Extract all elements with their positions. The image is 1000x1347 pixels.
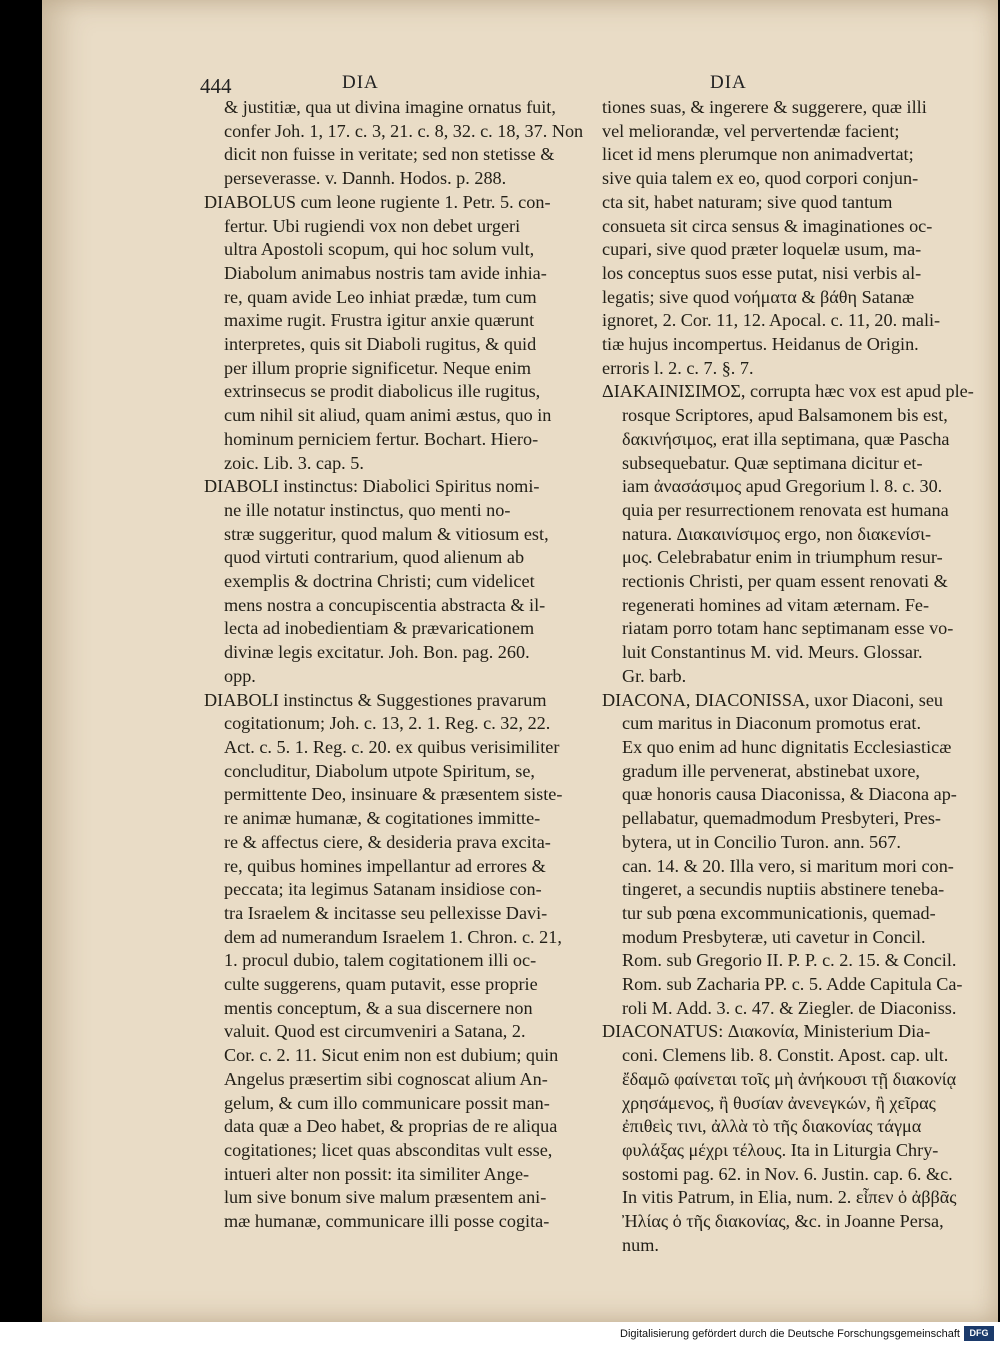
text-line: re animæ humanæ, & cogitationes immitte- xyxy=(224,808,541,829)
text-line: los conceptus suos esse putat, nisi verbis al- xyxy=(602,262,922,283)
book-page xyxy=(42,0,998,1322)
text-line: dicit non fuisse in veritate; sed non stetisse & xyxy=(224,144,555,165)
text-line: modum Presbyteræ, uti cavetur in Concil. xyxy=(622,926,926,947)
text-line: sive quia talem ex eo, quod corpori conjun- xyxy=(602,168,919,189)
text-line: cupari, sive quod præter loquelæ usum, ma- xyxy=(602,239,922,260)
text-line: culte suggerens, quam putavit, esse proprie xyxy=(224,974,538,995)
text-line: num. xyxy=(622,1234,659,1255)
right-column xyxy=(602,96,987,1257)
running-head-right: DIA xyxy=(710,72,747,93)
text-line: opp. xyxy=(224,665,256,686)
text-line: χρησάμενος, ἢ θυσίαν ἀνενεγκών, ἢ χεῖρας xyxy=(622,1092,936,1113)
text-line: re, quam avide Leo inhiat prædæ, tum cum xyxy=(224,286,537,307)
text-line: re, quibus homines impellantur ad errores & xyxy=(224,855,546,876)
text-line: interpretes, quis sit Diaboli rugitus, & quid xyxy=(224,334,537,355)
text-line: coni. Clemens lib. 8. Constit. Apost. cap. ult. xyxy=(622,1045,949,1066)
text-line: δακινήσιμος, erat illa septimana, quæ Pascha xyxy=(622,428,950,449)
dfg-logo: DFG xyxy=(964,1326,994,1341)
text-line: & justitiæ, qua ut divina imagine ornatus fuit, xyxy=(224,97,556,117)
digitization-credit: Digitalisierung gefördert durch die Deutsche Forschungsgemeinschaft xyxy=(620,1328,960,1340)
text-line: quod virtuti contrarium, quod alienum ab xyxy=(224,547,525,568)
text-line: cogitationum; Joh. c. 13, 2. 1. Reg. c. 32, 22. xyxy=(224,713,551,734)
text-line: tiæ hujus incompertus. Heidanus de Origin. xyxy=(602,334,919,355)
text-line: data quæ a Deo habet, & proprias de re aliqua xyxy=(224,1116,558,1137)
text-line: maxime rugit. Frustra igitur anxie quærunt xyxy=(224,310,535,331)
text-line: tra Israelem & incitasse seu pellexisse Davi- xyxy=(224,902,548,923)
text-line: divinæ legis excitatur. Joh. Bon. pag. 260. xyxy=(224,642,530,663)
text-line: luit Constantinus M. vid. Meurs. Glossar. xyxy=(622,642,923,663)
text-line: subsequebatur. Quæ septimana dicitur et- xyxy=(622,452,923,473)
text-line: bytera, ut in Concilio Turon. ann. 567. xyxy=(622,831,901,852)
footer-bar xyxy=(0,1322,1000,1347)
text-line: Cor. c. 2. 11. Sicut enim non est dubium; quin xyxy=(224,1045,559,1066)
text-line: tiones suas, & ingerere & suggerere, quæ illi xyxy=(602,97,927,117)
text-line: hominum perniciem fertur. Bochart. Hiero- xyxy=(224,428,539,449)
text-line: lecta ad inobedientiam & prævaricationem xyxy=(224,618,535,639)
text-line: DIACONA, DIACONISSA, uxor Diaconi, seu xyxy=(602,689,943,710)
text-line: perseverasse. v. Dannh. Hodos. p. 288. xyxy=(224,168,507,189)
text-line: ΔΙΑΚΑΙΝΙΣΙΜΟΣ, corrupta hæc vox est apud ple- xyxy=(602,381,974,402)
text-line: quæ honoris causa Diaconissa, & Diacona ap- xyxy=(622,784,957,805)
text-line: intueri alter non possit: ita similiter Ange- xyxy=(224,1163,530,1184)
text-line: legatis; sive quod νοήματα & βάθη Satanæ xyxy=(602,286,915,307)
text-line: mentis conceptum, & a sua discernere non xyxy=(224,997,533,1018)
text-line: pellabatur, quemadmodum Presbyteri, Pres- xyxy=(622,808,941,829)
text-line: exemplis & doctrina Christi; cum videlicet xyxy=(224,571,535,592)
text-line: gelum, & cum illo communicare possit man- xyxy=(224,1092,550,1113)
text-line: In vitis Patrum, in Elia, num. 2. εἶπεν ὁ ἀββᾶς xyxy=(622,1187,957,1208)
text-line: regenerati homines ad vitam æternam. Fe- xyxy=(622,594,930,615)
text-line: DIABOLI instinctus: Diabolici Spiritus nomi- xyxy=(204,476,540,497)
text-line: can. 14. & 20. Illa vero, si maritum mori con- xyxy=(622,855,954,876)
text-line: μος. Celebrabatur enim in triumphum resur- xyxy=(622,547,943,568)
text-line: per illum proprie significetur. Neque enim xyxy=(224,357,532,378)
text-line: Ἠλίας ὁ τῆς διακονίας, &c. in Joanne Persa, xyxy=(622,1211,944,1232)
text-line: ne ille notatur instinctus, quo menti no- xyxy=(224,499,511,520)
text-line: fertur. Ubi rugiendi vox non debet urgeri xyxy=(224,215,521,236)
text-line: cum nihil sit aliud, quam animi æstus, quo in xyxy=(224,405,552,426)
text-line: mæ humanæ, communicare illi posse cogita- xyxy=(224,1211,550,1232)
text-line: tur sub pœna excommunicationis, quemad- xyxy=(622,902,936,923)
text-line: Ex quo enim ad hunc dignitatis Ecclesiasticæ xyxy=(622,736,952,757)
text-line: concluditur, Diabolum utpote Spiritum, se, xyxy=(224,760,535,781)
text-line: φυλάξας μέχρι τέλους. Ita in Liturgia Chry- xyxy=(622,1139,939,1160)
text-line: vel meliorandæ, vel pervertendæ facient; xyxy=(602,120,900,141)
text-line: Gr. barb. xyxy=(622,665,687,686)
text-line: ultra Apostoli scopum, qui hoc solum vult, xyxy=(224,239,535,260)
text-line: permittente Deo, insinuare & præsentem siste- xyxy=(224,784,563,805)
text-line: Rom. sub Zacharia PP. c. 5. Adde Capitula Ca- xyxy=(622,974,963,995)
text-line: riatam porro totam hanc septimanam esse vo- xyxy=(622,618,954,639)
text-line: 1. procul dubio, talem cogitationem illi oc- xyxy=(224,950,537,971)
text-line: gradum ille pervenerat, abstinebat uxore, xyxy=(622,760,920,781)
text-line: iam ἀνασάσιμος apud Gregorium l. 8. c. 30. xyxy=(622,476,943,497)
text-line: zoic. Lib. 3. cap. 5. xyxy=(224,452,364,473)
text-line: valuit. Quod est circumveniri a Satana, 2. xyxy=(224,1021,526,1042)
text-line: stræ suggeritur, quod malum & vitiosum est, xyxy=(224,523,549,544)
text-line: lum sive bonum sive malum præsentem ani- xyxy=(224,1187,547,1208)
text-line: ἔδαμῶ φαίνεται τοῖς μὴ ἀνήκουσι τῇ διακονίᾳ xyxy=(622,1068,957,1089)
text-line: Angelus præsertim sibi cognoscat alium An- xyxy=(224,1068,548,1089)
text-line: confer Joh. 1, 17. c. 3, 21. c. 8, 32. c. 18, 37. Non xyxy=(224,120,584,141)
text-line: rectionis Christi, per quam essent renovati & xyxy=(622,571,948,592)
text-line: dem ad numerandum Israelem 1. Chron. c. 21, xyxy=(224,926,562,947)
text-line: Rom. sub Gregorio II. P. P. c. 2. 15. & Concil. xyxy=(622,950,957,971)
text-line: roli M. Add. 3. c. 47. & Ziegler. de Diaconiss. xyxy=(622,997,957,1018)
text-line: licet id mens plerumque non animadvertat; xyxy=(602,144,914,165)
text-line: Diabolum animabus nostris tam avide inhia- xyxy=(224,262,547,283)
text-line: cogitationes; licet quas absconditas vult esse, xyxy=(224,1139,553,1160)
text-line: quia per resurrectionem renovata est humana xyxy=(622,499,949,520)
text-line: ignoret, 2. Cor. 11, 12. Apocal. c. 11, 20. mali- xyxy=(602,310,941,331)
left-column xyxy=(204,96,584,1234)
text-line: cta sit, habet naturam; sive quod tantum xyxy=(602,191,893,212)
text-line: ἐπιθεὶς τινι, ἀλλὰ τὸ τῆς διακονίας τάγμα xyxy=(622,1116,922,1137)
text-line: Act. c. 5. 1. Reg. c. 20. ex quibus verisimiliter xyxy=(224,736,560,757)
text-line: DIABOLUS cum leone rugiente 1. Petr. 5. con- xyxy=(204,191,551,212)
text-line: rosque Scriptores, apud Balsamonem bis est, xyxy=(622,405,948,426)
running-head-left: DIA xyxy=(342,72,379,93)
text-line: DIABOLI instinctus & Suggestiones pravarum xyxy=(204,689,547,710)
text-line: erroris l. 2. c. 7. §. 7. xyxy=(602,357,754,378)
text-line: peccata; ita legimus Satanam insidiose con- xyxy=(224,879,542,900)
text-line: extrinsecus se prodit diabolicus ille rugitus, xyxy=(224,381,541,402)
text-line: consueta sit circa sensus & imaginationes oc- xyxy=(602,215,933,236)
page-number: 444 xyxy=(200,74,232,98)
text-line: natura. Διακαινίσιμος ergo, non διακενίσι- xyxy=(622,523,932,544)
text-line: mens nostra a concupiscentia abstracta & il- xyxy=(224,594,546,615)
text-line: tingeret, a secundis nuptiis abstinere teneba- xyxy=(622,879,945,900)
text-line: sostomi pag. 62. in Nov. 6. Justin. cap. 6. &c. xyxy=(622,1163,953,1184)
text-line: DIACONATUS: Διακονία, Ministerium Dia- xyxy=(602,1021,931,1042)
text-line: re & affectus ciere, & desideria prava excita- xyxy=(224,831,551,852)
text-line: cum maritus in Diaconum promotus erat. xyxy=(622,713,922,734)
